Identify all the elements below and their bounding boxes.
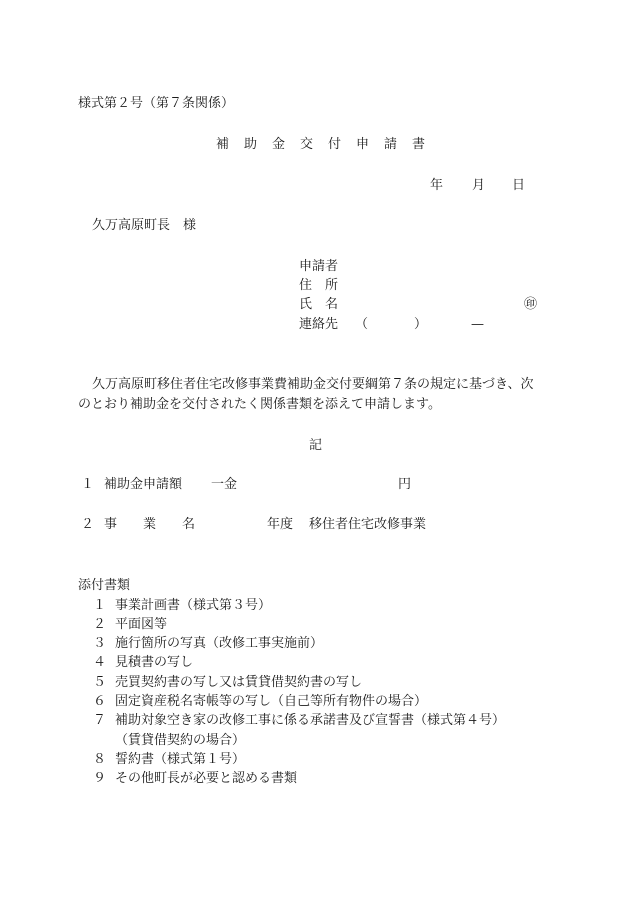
contact-paren-open: （ bbox=[355, 317, 369, 332]
attachment-number: ４ bbox=[93, 655, 107, 670]
list-item bbox=[93, 770, 297, 788]
attachment-text: 平面図等 bbox=[115, 617, 168, 632]
item2-row bbox=[81, 516, 481, 534]
date-day: 日 bbox=[512, 178, 526, 193]
document-title: 補助金交付申請書 bbox=[216, 137, 441, 152]
date-year: 年 bbox=[430, 178, 444, 193]
attachment-text: 売買契約書の写し又は賃貸借契約書の写し bbox=[115, 675, 363, 690]
date-month: 月 bbox=[472, 178, 486, 193]
form-number: 様式第２号（第７条関係） bbox=[78, 96, 235, 111]
list-item bbox=[93, 693, 427, 711]
contact-paren-close: ） bbox=[414, 317, 428, 332]
list-item bbox=[93, 732, 245, 750]
contact-label: 連絡先 bbox=[299, 317, 339, 332]
attachment-number: １ bbox=[93, 598, 107, 613]
ki-heading: 記 bbox=[309, 438, 323, 453]
applicant-name-label: 氏 名 bbox=[299, 297, 339, 312]
body-text-line-2: のとおり補助金を交付されたく関係書類を添えて申請します。 bbox=[78, 397, 441, 412]
item2-label: 事 業 名 bbox=[104, 517, 196, 532]
list-item bbox=[93, 597, 271, 615]
attachment-number: ９ bbox=[93, 771, 107, 786]
attachment-text: 施行箇所の写真（改修工事実施前） bbox=[115, 636, 324, 651]
seal-mark: ㊞ bbox=[524, 297, 538, 312]
item2-project: 移住者住宅改修事業 bbox=[309, 517, 427, 532]
list-item bbox=[93, 674, 362, 692]
addressee: 久万高原町長 様 bbox=[92, 218, 197, 233]
item2-number: ２ bbox=[81, 517, 95, 532]
attachment-text: 補助対象空き家の改修工事に係る承諾書及び宣誓書（様式第４号） bbox=[115, 713, 506, 728]
attachment-number: ７ bbox=[93, 713, 107, 728]
attachment-number: ６ bbox=[93, 694, 107, 709]
attachment-text: 見積書の写し bbox=[115, 655, 194, 670]
list-item bbox=[93, 654, 193, 672]
item1-row bbox=[81, 476, 461, 494]
item1-label: 補助金申請額 bbox=[104, 477, 183, 492]
attachment-number: ５ bbox=[93, 675, 107, 690]
list-item bbox=[93, 712, 505, 730]
attachments-heading: 添付書類 bbox=[78, 578, 131, 593]
attachment-number: ２ bbox=[93, 617, 107, 632]
attachment-text: 事業計画書（様式第３号） bbox=[115, 598, 272, 613]
item2-year: 年度 bbox=[267, 517, 294, 532]
applicant-address-label: 住 所 bbox=[299, 278, 339, 293]
list-item bbox=[93, 635, 323, 653]
item1-unit: 円 bbox=[398, 477, 412, 492]
attachment-number: ８ bbox=[93, 752, 107, 767]
attachment-number: ３ bbox=[93, 636, 107, 651]
attachment-text: その他町長が必要と認める書類 bbox=[115, 771, 298, 786]
item1-prefix: 一金 bbox=[211, 477, 238, 492]
contact-dash: — bbox=[471, 317, 484, 332]
applicant-heading: 申請者 bbox=[299, 259, 339, 274]
list-item bbox=[93, 616, 167, 634]
body-text-line-1: 久万高原町移住者住宅改修事業費補助金交付要綱第７条の規定に基づき、次 bbox=[92, 377, 534, 392]
attachment-text: 固定資産税名寄帳等の写し（自己等所有物件の場合） bbox=[115, 694, 428, 709]
attachment-text: （賃貸借契約の場合） bbox=[115, 733, 246, 748]
item1-number: １ bbox=[81, 477, 95, 492]
list-item bbox=[93, 751, 245, 769]
attachment-text: 誓約書（様式第１号） bbox=[115, 752, 246, 767]
